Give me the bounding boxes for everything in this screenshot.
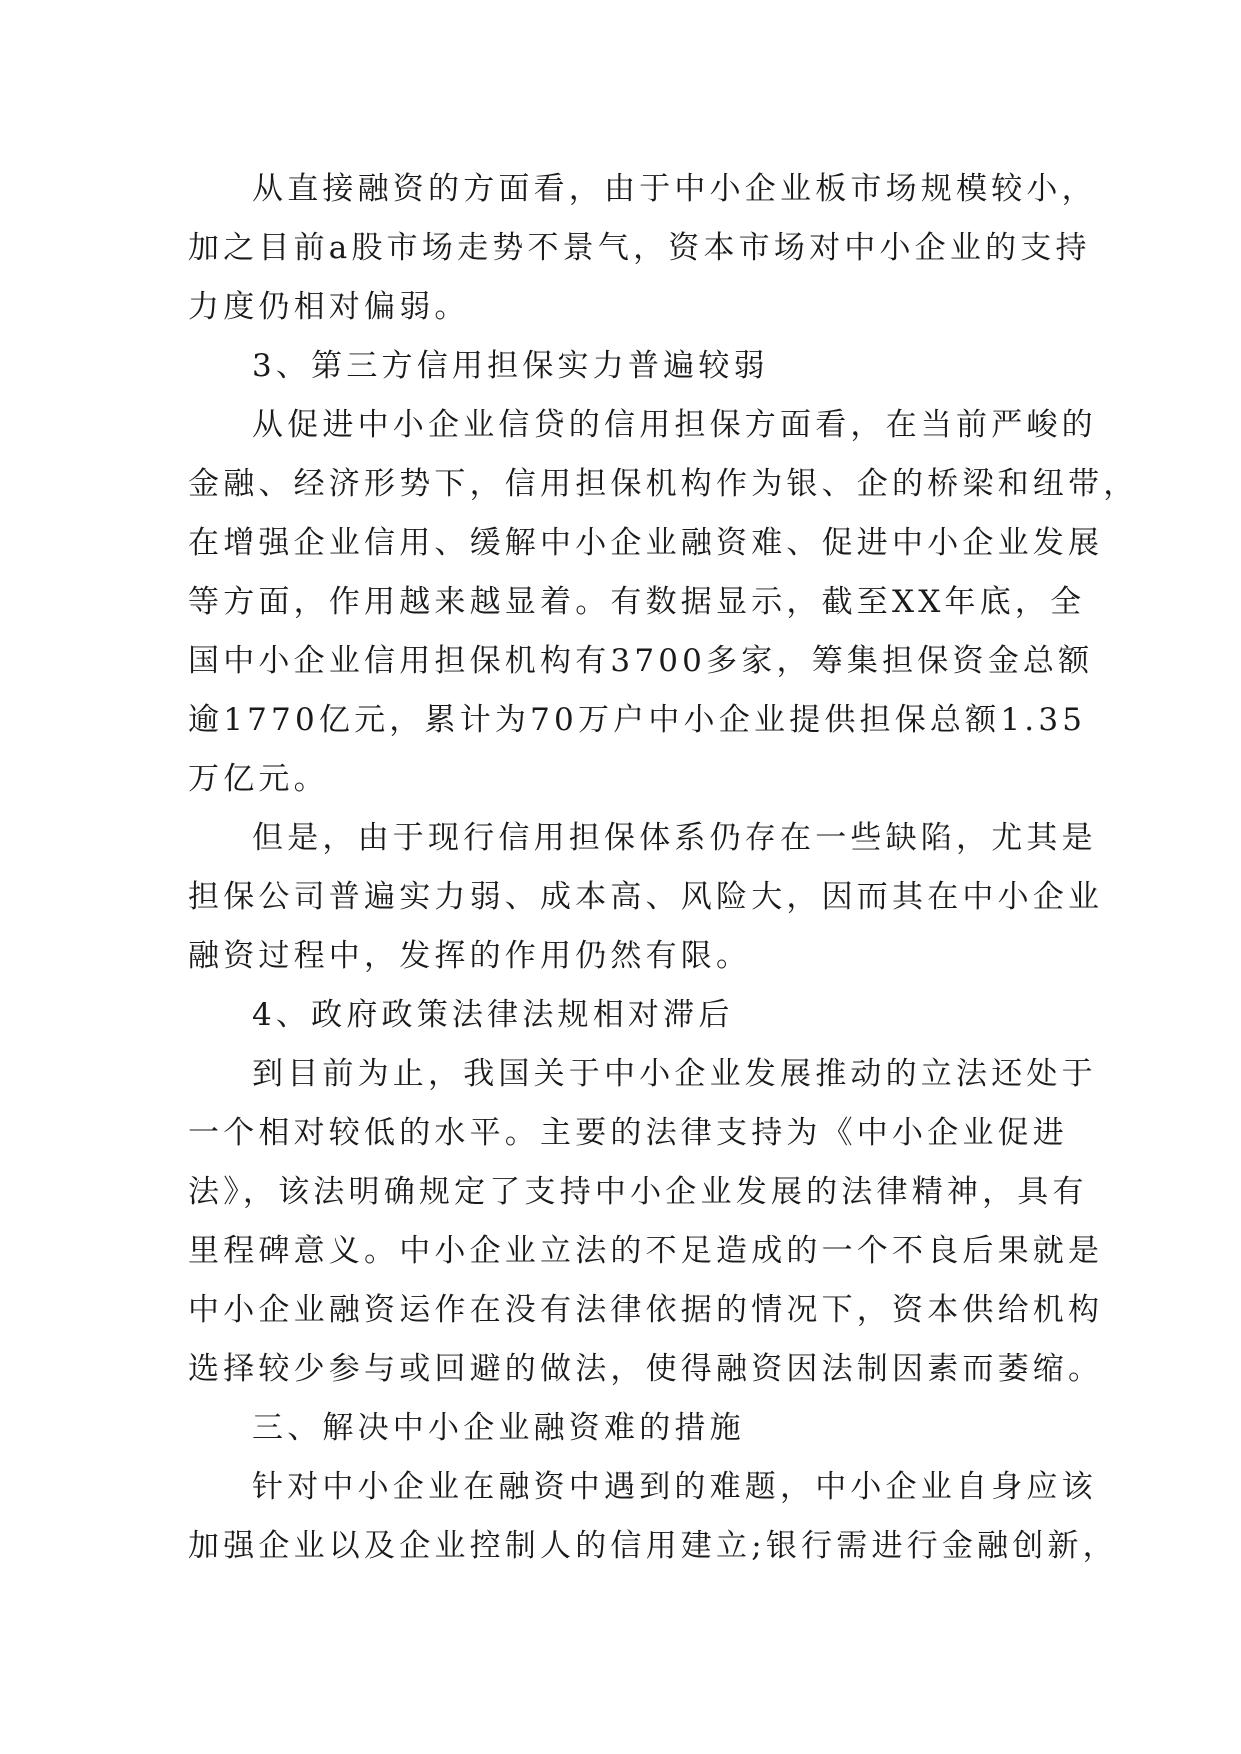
paragraph-line: 一个相对较低的水平。主要的法律支持为《中小企业促进 [188,1115,1068,1151]
section-heading: 3、第三方信用担保实力普遍较弱 [252,348,769,384]
paragraph-line: 加之目前a股市场走势不景气，资本市场对中小企业的支持 [188,230,1091,266]
document-body [188,160,1139,1576]
paragraph-line: 从促进中小企业信贷的信用担保方面看，在当前严峻的 [252,407,1097,443]
paragraph-line: 针对中小企业在融资中遇到的难题，中小企业自身应该 [252,1469,1097,1505]
paragraph-line: 逾1770亿元，累计为70万户中小企业提供担保总额1.35 [188,702,1087,738]
paragraph-line: 国中小企业信用担保机构有3700多家，筹集担保资金总额 [188,643,1094,679]
section-heading: 三、解决中小企业融资难的措施 [252,1410,745,1446]
paragraph-line: 万亿元。 [188,761,329,797]
paragraph-line: 到目前为止，我国关于中小企业发展推动的立法还处于 [252,1056,1097,1092]
paragraph-line: 力度仍相对偏弱。 [188,289,470,325]
paragraph-line: 中小企业融资运作在没有法律依据的情况下，资本供给机构 [188,1292,1104,1328]
paragraph-line: 加强企业以及企业控制人的信用建立;银行需进行金融创新， [188,1528,1118,1564]
paragraph-line: 选择较少参与或回避的做法，使得融资因法制因素而萎缩。 [188,1351,1104,1387]
section-heading: 4、政府政策法律法规相对滞后 [252,997,734,1033]
paragraph-line: 里程碑意义。中小企业立法的不足造成的一个不良后果就是 [188,1233,1104,1269]
paragraph-line: 从直接融资的方面看，由于中小企业板市场规模较小， [252,171,1097,207]
paragraph-line: 但是，由于现行信用担保体系仍存在一些缺陷，尤其是 [252,820,1097,856]
paragraph-line: 法》，该法明确规定了支持中小企业发展的法律精神，具有 [188,1174,1088,1210]
paragraph-line: 融资过程中，发挥的作用仍然有限。 [188,938,752,974]
paragraph-line: 等方面，作用越来越显着。有数据显示，截至XX年底，全 [188,584,1086,620]
paragraph-line: 金融、经济形势下，信用担保机构作为银、企的桥梁和纽带， [188,466,1139,502]
paragraph-line: 担保公司普遍实力弱、成本高、风险大，因而其在中小企业 [188,879,1104,915]
paragraph-line: 在增强企业信用、缓解中小企业融资难、促进中小企业发展 [188,525,1104,561]
